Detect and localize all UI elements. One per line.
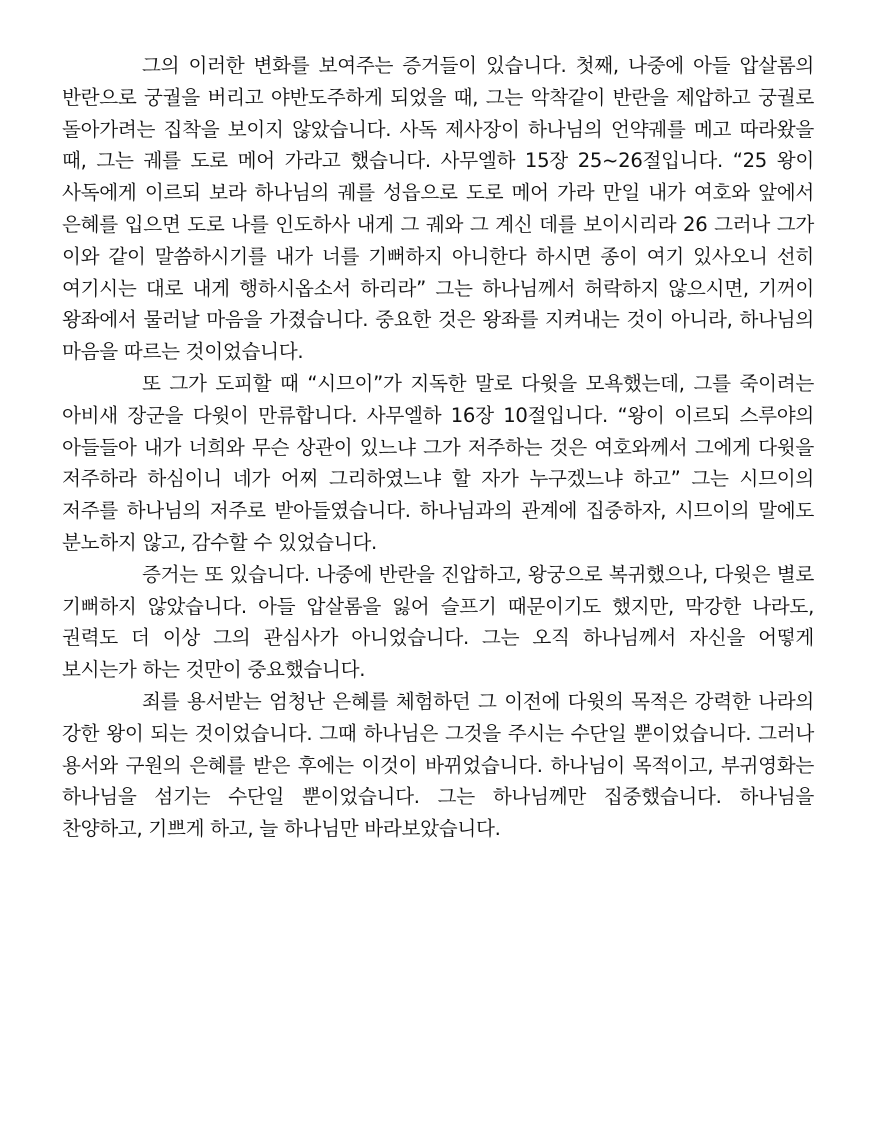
paragraph-4: 죄를 용서받는 엄청난 은혜를 체험하던 그 이전에 다윗의 목적은 강력한 나라의 강한 왕이 되는 것이었습니다. 그때 하나님은 그것을 주시는 수단일 뿐이었습니다. 그러나 용서와 구원의 은혜를 받은 후에는 이것이 바뀌었습니다. 하나님이 목적이고, 부귀영화는 하나님을 섬기는 수단일 뿐이었습니다. 그는 하나님께만 집중했습니다. 하나님을 찬양하고, 기쁘게 하고, 늘 하나님만 바라보았습니다. xyxy=(62,689,814,841)
document-body xyxy=(62,50,814,845)
paragraph-2: 또 그가 도피할 때 “시므이”가 지독한 말로 다윗을 모욕했는데, 그를 죽이려는 아비새 장군을 다윗이 만류합니다. 사무엘하 16장 10절입니다. “왕이 이르되 스루야의 아들들아 내가 너희와 무슨 상관이 있느냐 그가 저주하는 것은 여호와께서 그에게 다윗을 저주하라 하심이니 네가 어찌 그리하였느냐 할 자가 누구겠느냐 하고” 그는 시므이의 저주를 하나님의 저주로 받아들였습니다. 하나님과의 관계에 집중하자, 시므이의 말에도 분노하지 않고, 감수할 수 있었습니다. xyxy=(62,371,814,554)
paragraph-1: 그의 이러한 변화를 보여주는 증거들이 있습니다. 첫째, 나중에 아들 압살롬의 반란으로 궁궐을 버리고 야반도주하게 되었을 때, 그는 악착같이 반란을 제압하고 궁궐로 돌아가려는 집착을 보이지 않았습니다. 사독 제사장이 하나님의 언약궤를 메고 따라왔을 때, 그는 궤를 도로 메어 가라고 했습니다. 사무엘하 15장 25~26절입니다. “25 왕이 사독에게 이르되 보라 하나님의 궤를 성읍으로 도로 메어 가라 만일 내가 여호와 앞에서 은혜를 입으면 도로 나를 인도하사 내게 그 궤와 그 계신 데를 보이시리라 26 그러나 그가 이와 같이 말씀하시기를 내가 너를 기뻐하지 아니한다 하시면 종이 여기 있사오니 선히 여기시는 대로 내게 행하시옵소서 하리라” 그는 하나님께서 허락하지 않으시면, 기꺼이 왕좌에서 물러날 마음을 가졌습니다. 중요한 것은 왕좌를 지켜내는 것이 아니라, 하나님의 마음을 따르는 것이었습니다. xyxy=(62,54,814,364)
paragraph-3: 증거는 또 있습니다. 나중에 반란을 진압하고, 왕궁으로 복귀했으나, 다윗은 별로 기뻐하지 않았습니다. 아들 압살롬을 잃어 슬프기 때문이기도 했지만, 막강한 나라도, 권력도 더 이상 그의 관심사가 아니었습니다. 그는 오직 하나님께서 자신을 어떻게 보시는가 하는 것만이 중요했습니다. xyxy=(62,562,814,682)
